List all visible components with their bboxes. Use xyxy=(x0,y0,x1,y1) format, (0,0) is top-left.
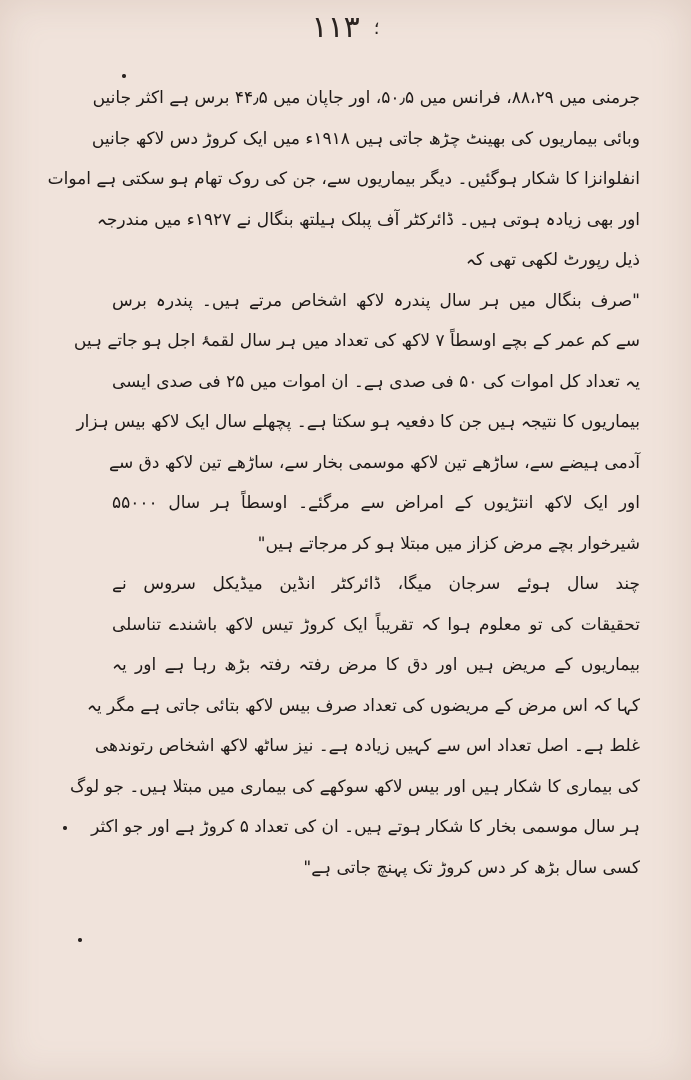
margin-dot xyxy=(63,826,67,830)
text-line: شیرخوار بچے مرض کزاز میں مبتلا ہو کر مرجاتے ہیں" xyxy=(257,533,640,554)
text-line: وبائی بیماریوں کی بھینٹ چڑھ جاتی ہیں ۱۹۱۸ء میں ایک کروڑ دس لاکھ جانیں xyxy=(91,128,640,149)
paragraph-1 xyxy=(47,78,640,281)
paragraph-3 xyxy=(70,564,640,888)
text-line: یہ تعداد کل اموات کی ۵۰ فی صدی ہے۔ ان اموات میں ۲۵ فی صدی ایسی xyxy=(112,371,640,392)
text-line: ہر سال موسمی بخار کا شکار ہوتے ہیں۔ ان کی تعداد ۵ کروڑ ہے اور جو اکثر xyxy=(91,817,640,837)
text-line: اور بھی زیادہ ہوتی ہیں۔ ڈائرکٹر آف پبلک ہیلتھ بنگال نے ۱۹۲۷ء میں مندرجہ xyxy=(96,209,640,230)
text-body xyxy=(47,78,640,888)
text-line: ذیل رپورٹ لکھی تھی کہ xyxy=(465,250,640,270)
margin-dot xyxy=(78,938,82,942)
text-line: آدمی ہیضے سے، ساڑھے تین لاکھ موسمی بخار سے، ساڑھے تین لاکھ دق سے xyxy=(109,452,640,473)
text-line: تحقیقات کی تو معلوم ہوا کہ تقریباً ایک کروڑ تیس لاکھ باشندے تناسلی xyxy=(112,614,640,635)
text-line: کسی سال بڑھ کر دس کروڑ تک پہنچ جاتی ہے" xyxy=(303,857,640,878)
text-line: غلط ہے۔ اصل تعداد اس سے کہیں زیادہ ہے۔ نیز ساٹھ لاکھ اشخاص رتوندھی xyxy=(94,736,640,756)
page-number-value: ۱۱۳ xyxy=(311,10,360,45)
text-line: کی بیماری کا شکار ہیں اور بیس لاکھ سوکھے کی بیماری میں مبتلا ہیں۔ جو لوگ xyxy=(70,776,640,797)
text-line: "صرف بنگال میں ہر سال پندرہ لاکھ اشخاص مرتے ہیں۔ پندرہ برس xyxy=(112,290,640,311)
text-line: اور ایک لاکھ انتڑیوں کے امراض سے مرگئے۔ اوسطاً ہر سال ۵۵۰۰۰ xyxy=(112,493,640,513)
text-line: کہا کہ اس مرض کے مریضوں کی تعداد صرف بیس لاکھ بتائی جاتی ہے مگر یہ xyxy=(86,695,640,716)
paragraph-2-quote xyxy=(73,281,640,565)
text-line: چند سال ہوئے سرجان میگا، ڈائرکٹر انڈین میڈیکل سروس نے xyxy=(112,574,640,594)
text-line: بیماریوں کا نتیجہ ہیں جن کا دفعیہ ہو سکتا ہے۔ پچھلے سال ایک لاکھ بیس ہزار xyxy=(76,412,640,432)
text-line: انفلوانزا کا شکار ہوگئیں۔ دیگر بیماریوں سے، جن کی روک تھام ہو سکتی ہے اموات xyxy=(47,169,640,189)
text-line: بیماریوں کے مریض ہیں اور دق کا مرض رفتہ رفتہ بڑھ رہا ہے اور یہ xyxy=(112,655,640,675)
text-line: جرمنی میں ۸۸،۲۹، فرانس میں ۵۰٫۵، اور جاپان میں ۴۴٫۵ برس ہے اکثر جانیں xyxy=(92,88,640,108)
text-line: سے کم عمر کے بچے اوسطاً ۷ لاکھ کی تعداد میں ہر سال لقمۂ اجل ہو جاتے ہیں xyxy=(73,331,640,351)
page-number xyxy=(0,10,691,45)
page-number-mark: ؛ xyxy=(373,18,380,39)
